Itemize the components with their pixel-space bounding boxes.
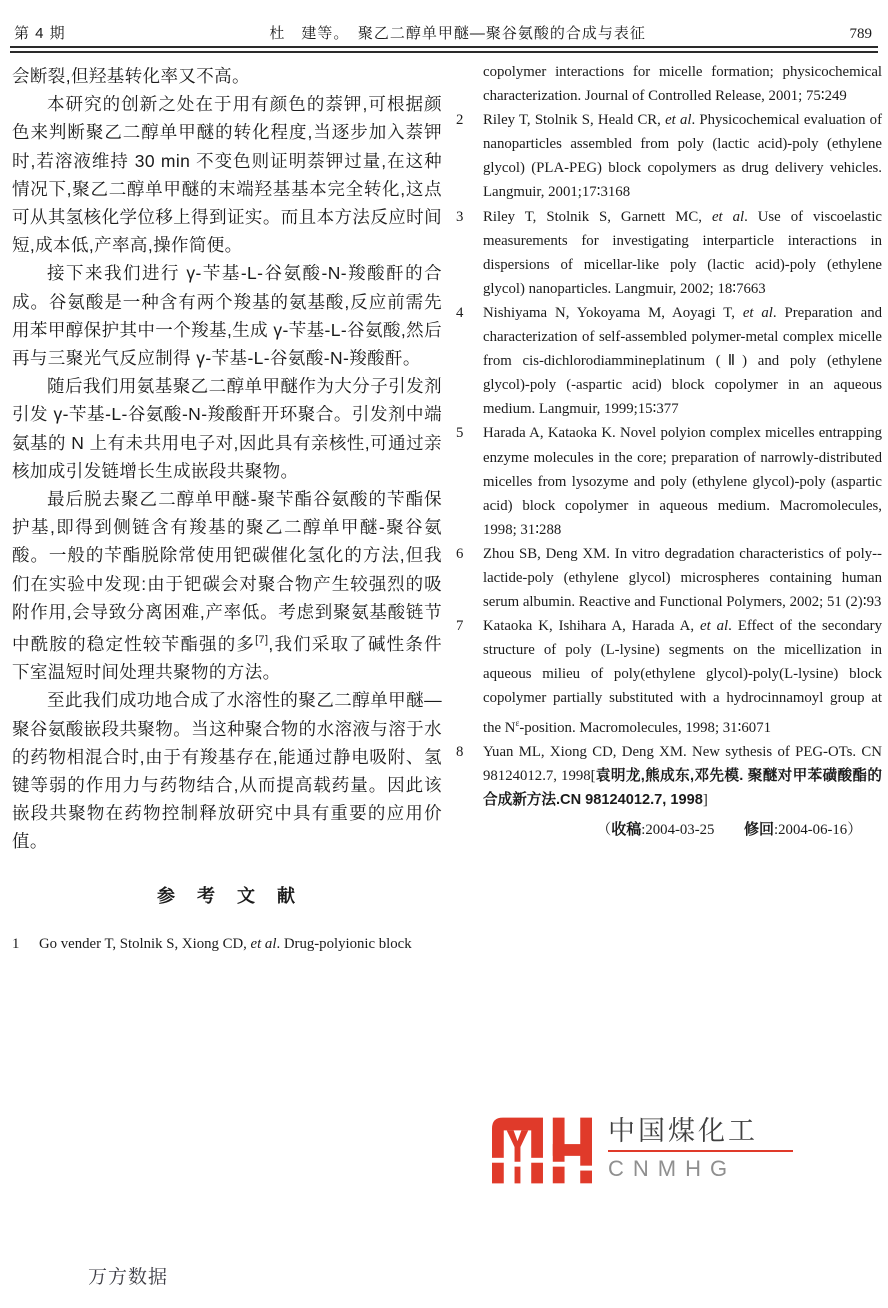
reference-item	[456, 205, 882, 301]
reference-number: 6	[456, 545, 464, 562]
reference-item	[456, 60, 882, 108]
right-column	[456, 60, 882, 842]
references-list-start	[12, 932, 442, 956]
logo-chinese-name: 中国煤化工	[608, 1115, 758, 1146]
logo-divider	[608, 1150, 793, 1152]
header-rule-top	[10, 46, 878, 48]
reference-number: 3	[456, 208, 464, 225]
reference-text: Go vender T, Stolnik S, Xiong CD, et al. Drug-polyionic block	[39, 935, 412, 952]
paragraph: 随后我们用氨基聚乙二醇单甲醚作为大分子引发剂引发 γ-苄基-L-谷氨酸-N-羧酸酐开环聚合。引发剂中端氨基的 N 上有未共用电子对,因此具有亲核性,可通过亲核加成引发链增长生成嵌段共聚物。	[12, 376, 442, 481]
cnmhg-logo-mark-icon	[492, 1114, 592, 1184]
reference-item	[456, 301, 882, 421]
reference-item	[456, 542, 882, 614]
paragraph: 最后脱去聚乙二醇单甲醚-聚苄酯谷氨酸的苄酯保护基,即得到侧链含有羧基的聚乙二醇单甲醚-聚谷氨酸。一般的苄酯脱除常使用钯碳催化氢化的方法,但我们在实验中发现:由于钯碳会对聚合物产生较强烈的吸附作用,会导致分离困难,产率低。考虑到聚氨基酸链节中酰胺的稳定性较苄酯强的多[7],我们采取了碱性条件下室温短时间处理共聚物的方法。	[12, 489, 442, 683]
logo-english-name: CNMHG	[608, 1156, 737, 1182]
header-running-title: 杜 建等。 聚乙二醇单甲醚—聚谷氨酸的合成与表征	[269, 25, 646, 42]
body-paragraphs	[12, 62, 442, 856]
reference-text: Nishiyama N, Yokoyama M, Aoyagi T, et al. Preparation and characterization of self-assembled polymer-metal complex micelle from cis-dichlorodiammineplatinum (Ⅱ) and poly (ethylene glycol)-poly (-aspartic acid) block copolymer in an aqueous medium. Langmuir, 1999;15∶377	[483, 304, 883, 418]
paragraph: 至此我们成功地合成了水溶性的聚乙二醇单甲醚—聚谷氨酸嵌段共聚物。当这种聚合物的水溶液与溶于水的药物相混合时,由于有羧基存在,能通过静电吸附、氢键等弱的作用力与药物结合,从而提高载药量。因此该嵌段共聚物在药物控制释放研究中具有重要的应用价值。	[12, 690, 442, 852]
reference-text: copolymer interactions for micelle formation; physicochemical characterization. Journal of Controlled Release, 2001; 75∶249	[483, 64, 882, 105]
paragraph: 会断裂,但羟基转化率又不高。	[12, 66, 250, 86]
reference-text: Zhou SB, Deng XM. In vitro degradation characteristics of poly--lactide-poly (ethylene glycol) microspheres containing human serum albumin. Reactive and Functional Polymers, 2002; 51 (2)∶93	[483, 545, 882, 611]
reference-number: 4	[456, 304, 464, 321]
header-issue: 第 4 期	[14, 25, 66, 42]
page-header	[14, 22, 872, 43]
references-list	[456, 60, 882, 812]
left-column	[12, 62, 442, 956]
paragraph: 本研究的创新之处在于用有颜色的萘钾,可根据颜色来判断聚乙二醇单甲醚的转化程度,当逐步加入萘钾时,若溶液维持 30 min 不变色则证明萘钾过量,在这种情况下,聚乙二醇单甲醚的末端羟基基本完全转化,这点可从其氢核化学位移上得到证实。而且本方法反应时间短,成本低,产率高,操作简便。	[12, 94, 442, 256]
reference-item	[456, 740, 882, 812]
reference-item	[456, 421, 882, 541]
reference-item	[12, 932, 442, 956]
wanfang-watermark: 万方数据	[88, 1267, 169, 1288]
reference-number: 1	[12, 935, 20, 952]
reference-text: Harada A, Kataoka K. Novel polyion complex micelles entrapping enzyme molecules in the core; preparation of narrowly-distributed micelles from lysozyme and poly (ethylene glycol)-poly (aspartic acid) block copolymer in aqueous medium. Macromolecules, 1998; 31∶288	[483, 425, 882, 538]
header-page-number: 789	[849, 26, 872, 42]
reference-number: 2	[456, 112, 464, 129]
received-revised-line: （收稿:2004-03-25 修回:2004-06-16）	[596, 820, 862, 838]
reference-text: Yuan ML, Xiong CD, Deng XM. New sythesis of PEG-OTs. CN 98124012.7, 1998[袁明龙,熊成东,邓先模. 聚醚对甲苯磺酸酯的合成新方法.CN 98124012.7, 1998]	[483, 743, 882, 808]
reference-item	[456, 614, 882, 739]
paragraph: 接下来我们进行 γ-苄基-L-谷氨酸-N-羧酸酐的合成。谷氨酸是一种含有两个羧基的氨基酸,反应前需先用苯甲醇保护其中一个羧基,生成 γ-苄基-L-谷氨酸,然后再与三聚光气反应制得 γ-苄基-L-谷氨酸-N-羧酸酐。	[12, 263, 442, 369]
reference-text: Riley T, Stolnik S, Garnett MC, et al. Use of viscoelastic measurements for investigating interparticle interactions in dispersions of micellar-like poly (lactic acid)-poly (ethylene glycol) nanoparticles. Langmuir, 2002; 18∶7663	[483, 208, 883, 297]
reference-number: 7	[456, 618, 464, 635]
reference-text: Kataoka K, Ishihara A, Harada A, et al. Effect of the secondary structure of poly (L-lysine) segments on the micellization in aqueous milieu of poly(ethylene glycol)-poly(L-lysine) block copolymer partially substituted with a hydrocinnamoyl group at the $N^\varepsilon$-position. Macromolecules, 1998; 31∶6071	[483, 618, 882, 736]
reference-number	[456, 60, 483, 108]
reference-number: 5	[456, 425, 464, 442]
cnmhg-logo-text	[608, 1116, 793, 1182]
cnmhg-logo	[492, 1114, 793, 1184]
references-heading: 参 考 文 献	[157, 885, 297, 906]
reference-text: Riley T, Stolnik S, Heald CR, et al. Physicochemical evaluation of nanoparticles assembled from poly (lactic acid)-poly (ethylene glycol) (PLA-PEG) block copolymers as drug delivery vehicles. Langmuir, 2001;17∶3168	[483, 112, 882, 201]
reference-item	[456, 108, 882, 204]
header-rule-bottom	[10, 51, 878, 53]
reference-number: 8	[456, 743, 464, 760]
